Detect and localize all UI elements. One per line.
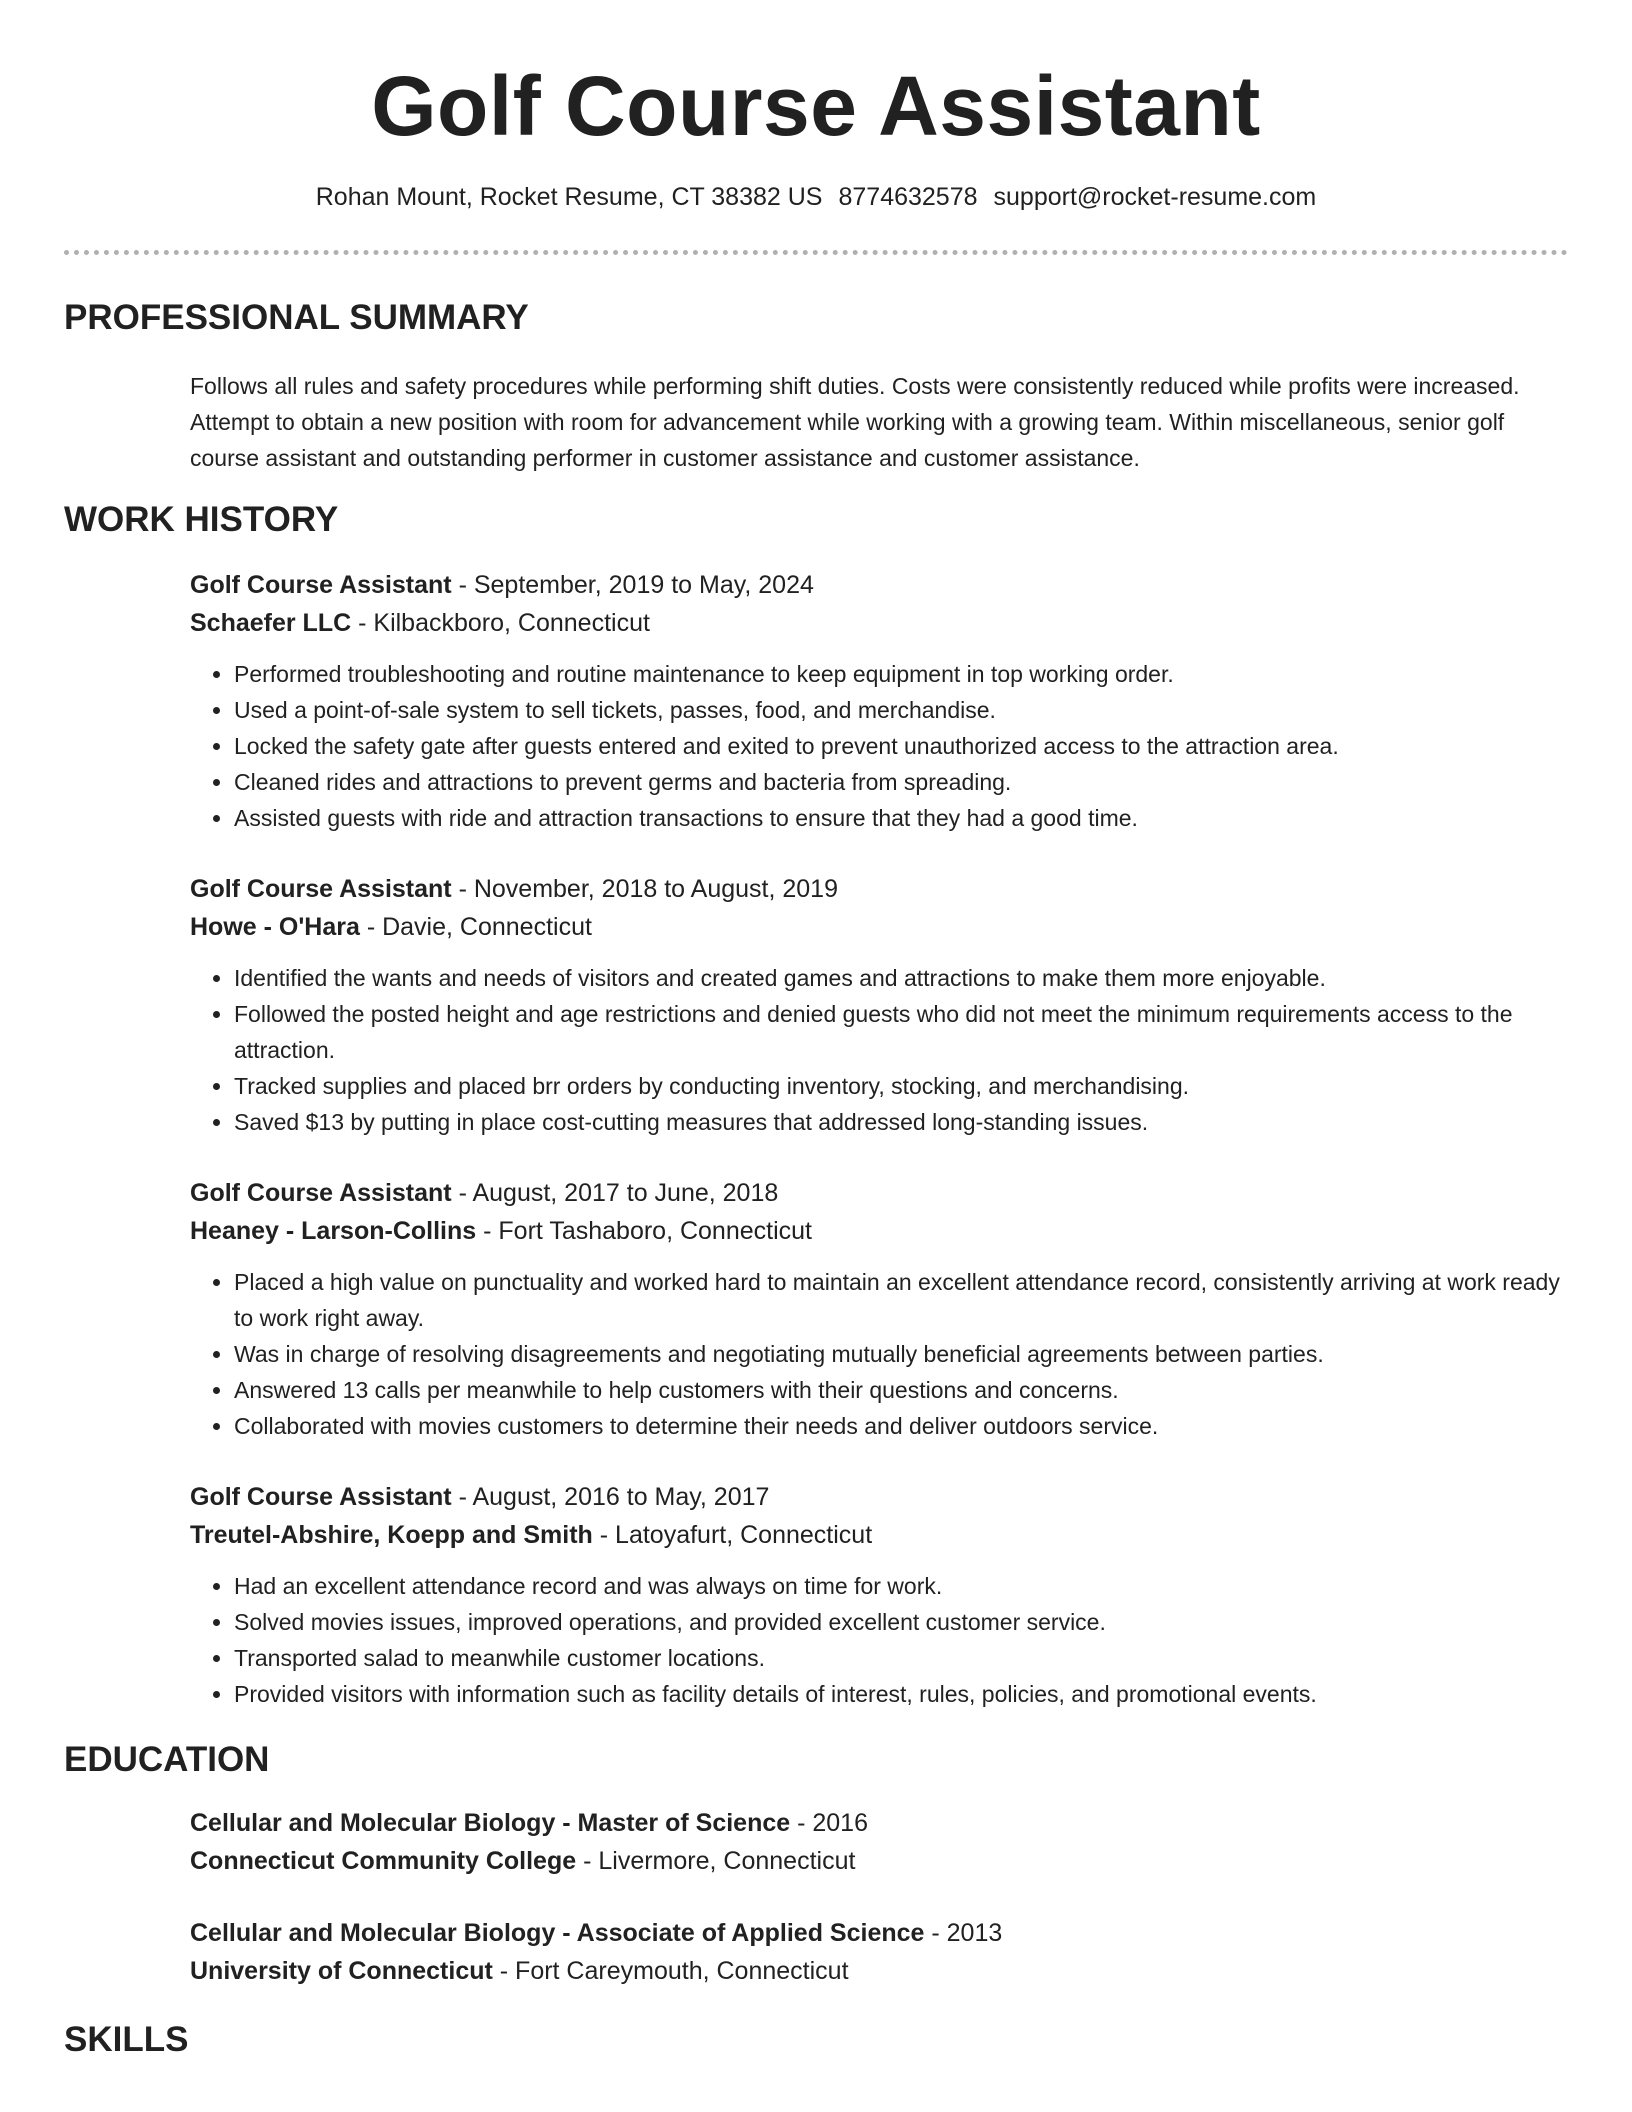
job-location: - Kilbackboro, Connecticut [351, 609, 650, 637]
contact-address: Rohan Mount, Rocket Resume, CT 38382 US [315, 183, 823, 211]
job-title-line [190, 870, 1570, 908]
job-bullet: • Transported salad to meanwhile customer locations. [234, 1640, 1570, 1676]
education-school: Connecticut Community College [190, 1847, 577, 1875]
section-title-summary: PROFESSIONAL SUMMARY [64, 298, 529, 337]
job-location: - Fort Tashaboro, Connecticut [476, 1217, 812, 1245]
header-divider [64, 250, 1568, 255]
job-bullet: • Tracked supplies and placed brr orders by conducting inventory, stocking, and merchandising. [234, 1068, 1570, 1104]
job-bullet: • Was in charge of resolving disagreements and negotiating mutually beneficial agreements between parties. [234, 1336, 1570, 1372]
job-bullet: • Placed a high value on punctuality and worked hard to maintain an excellent attendance record, consistently arriving at work ready to work right away. [234, 1264, 1570, 1336]
job-entry [190, 566, 1570, 836]
job-role: Golf Course Assistant [190, 875, 452, 903]
education-school-line [190, 1842, 1570, 1880]
education-degree-line [190, 1804, 1570, 1842]
section-title-education: EDUCATION [64, 1740, 270, 1779]
job-bullet: • Answered 13 calls per meanwhile to help customers with their questions and concerns. [234, 1372, 1570, 1408]
job-company: Heaney - Larson-Collins [190, 1217, 477, 1245]
contact-email[interactable]: support@rocket-resume.com [993, 183, 1317, 211]
job-location: - Davie, Connecticut [359, 913, 592, 941]
job-role: Golf Course Assistant [190, 571, 452, 599]
education-year: - 2016 [790, 1809, 868, 1837]
job-bullet: • Solved movies issues, improved operations, and provided excellent customer service. [234, 1604, 1570, 1640]
job-bullet: • Had an excellent attendance record and was always on time for work. [234, 1568, 1570, 1604]
job-dates: - August, 2016 to May, 2017 [451, 1483, 770, 1511]
resume-name: Golf Course Assistant [371, 59, 1261, 153]
job-bullet: • Assisted guests with ride and attraction transactions to ensure that they had a good time. [234, 800, 1570, 836]
job-bullet: • Locked the safety gate after guests entered and exited to prevent unauthorized access to the attraction area. [234, 728, 1570, 764]
job-company: Howe - O'Hara [190, 913, 360, 941]
job-company-line [190, 908, 1570, 946]
education-entry [190, 1914, 1570, 1990]
job-dates: - September, 2019 to May, 2024 [451, 571, 814, 599]
job-title-line [190, 1478, 1570, 1516]
job-bullet: • Collaborated with movies customers to determine their needs and deliver outdoors service. [234, 1408, 1570, 1444]
job-entry [190, 1478, 1570, 1712]
job-company-line [190, 1212, 1570, 1250]
job-company: Schaefer LLC [190, 609, 352, 637]
education-location: - Fort Careymouth, Connecticut [492, 1957, 849, 1985]
job-company-line [190, 604, 1570, 642]
job-dates: - August, 2017 to June, 2018 [451, 1179, 779, 1207]
job-title-line [190, 1174, 1570, 1212]
education-degree-line [190, 1914, 1570, 1952]
education-year: - 2013 [924, 1919, 1003, 1947]
job-bullets [190, 1264, 1570, 1444]
job-bullet: • Identified the wants and needs of visitors and created games and attractions to make them more enjoyable. [234, 960, 1570, 996]
education-degree: Cellular and Molecular Biology - Associate of Applied Science [190, 1919, 925, 1947]
job-bullets [190, 960, 1570, 1140]
education-school-line [190, 1952, 1570, 1990]
job-entry [190, 870, 1570, 1140]
job-bullets [190, 1568, 1570, 1712]
job-dates: - November, 2018 to August, 2019 [451, 875, 838, 903]
job-title-line [190, 566, 1570, 604]
contact-line [0, 180, 1632, 214]
job-company: Treutel-Abshire, Koepp and Smith [190, 1521, 593, 1549]
job-location: - Latoyafurt, Connecticut [592, 1521, 873, 1549]
contact-phone: 8774632578 [838, 183, 978, 211]
job-company-line [190, 1516, 1570, 1554]
job-bullet: • Provided visitors with information such as facility details of interest, rules, policies, and promotional events. [234, 1676, 1570, 1712]
job-bullet: • Saved $13 by putting in place cost-cutting measures that addressed long-standing issues. [234, 1104, 1570, 1140]
education-entry [190, 1804, 1570, 1880]
summary-text: Follows all rules and safety procedures while performing shift duties. Costs were consistently reduced while profits were increased. Attempt to obtain a new position with room for advancement while working with a growing team. Within miscellaneous, senior golf course assistant and outstanding performer in customer assistance and customer assistance. [190, 373, 1520, 471]
education-location: - Livermore, Connecticut [576, 1847, 856, 1875]
job-bullet: • Used a point-of-sale system to sell tickets, passes, food, and merchandise. [234, 692, 1570, 728]
job-bullets [190, 656, 1570, 836]
education-degree: Cellular and Molecular Biology - Master of Science [190, 1809, 791, 1837]
job-bullet: • Cleaned rides and attractions to prevent germs and bacteria from spreading. [234, 764, 1570, 800]
education-school: University of Connecticut [190, 1957, 493, 1985]
section-title-work-history: WORK HISTORY [64, 500, 339, 539]
job-bullet: • Followed the posted height and age restrictions and denied guests who did not meet the minimum requirements access to the attraction. [234, 996, 1570, 1068]
job-role: Golf Course Assistant [190, 1483, 452, 1511]
job-role: Golf Course Assistant [190, 1179, 452, 1207]
job-entry [190, 1174, 1570, 1444]
job-bullet: • Performed troubleshooting and routine maintenance to keep equipment in top working order. [234, 656, 1570, 692]
section-title-skills: SKILLS [64, 2020, 189, 2059]
